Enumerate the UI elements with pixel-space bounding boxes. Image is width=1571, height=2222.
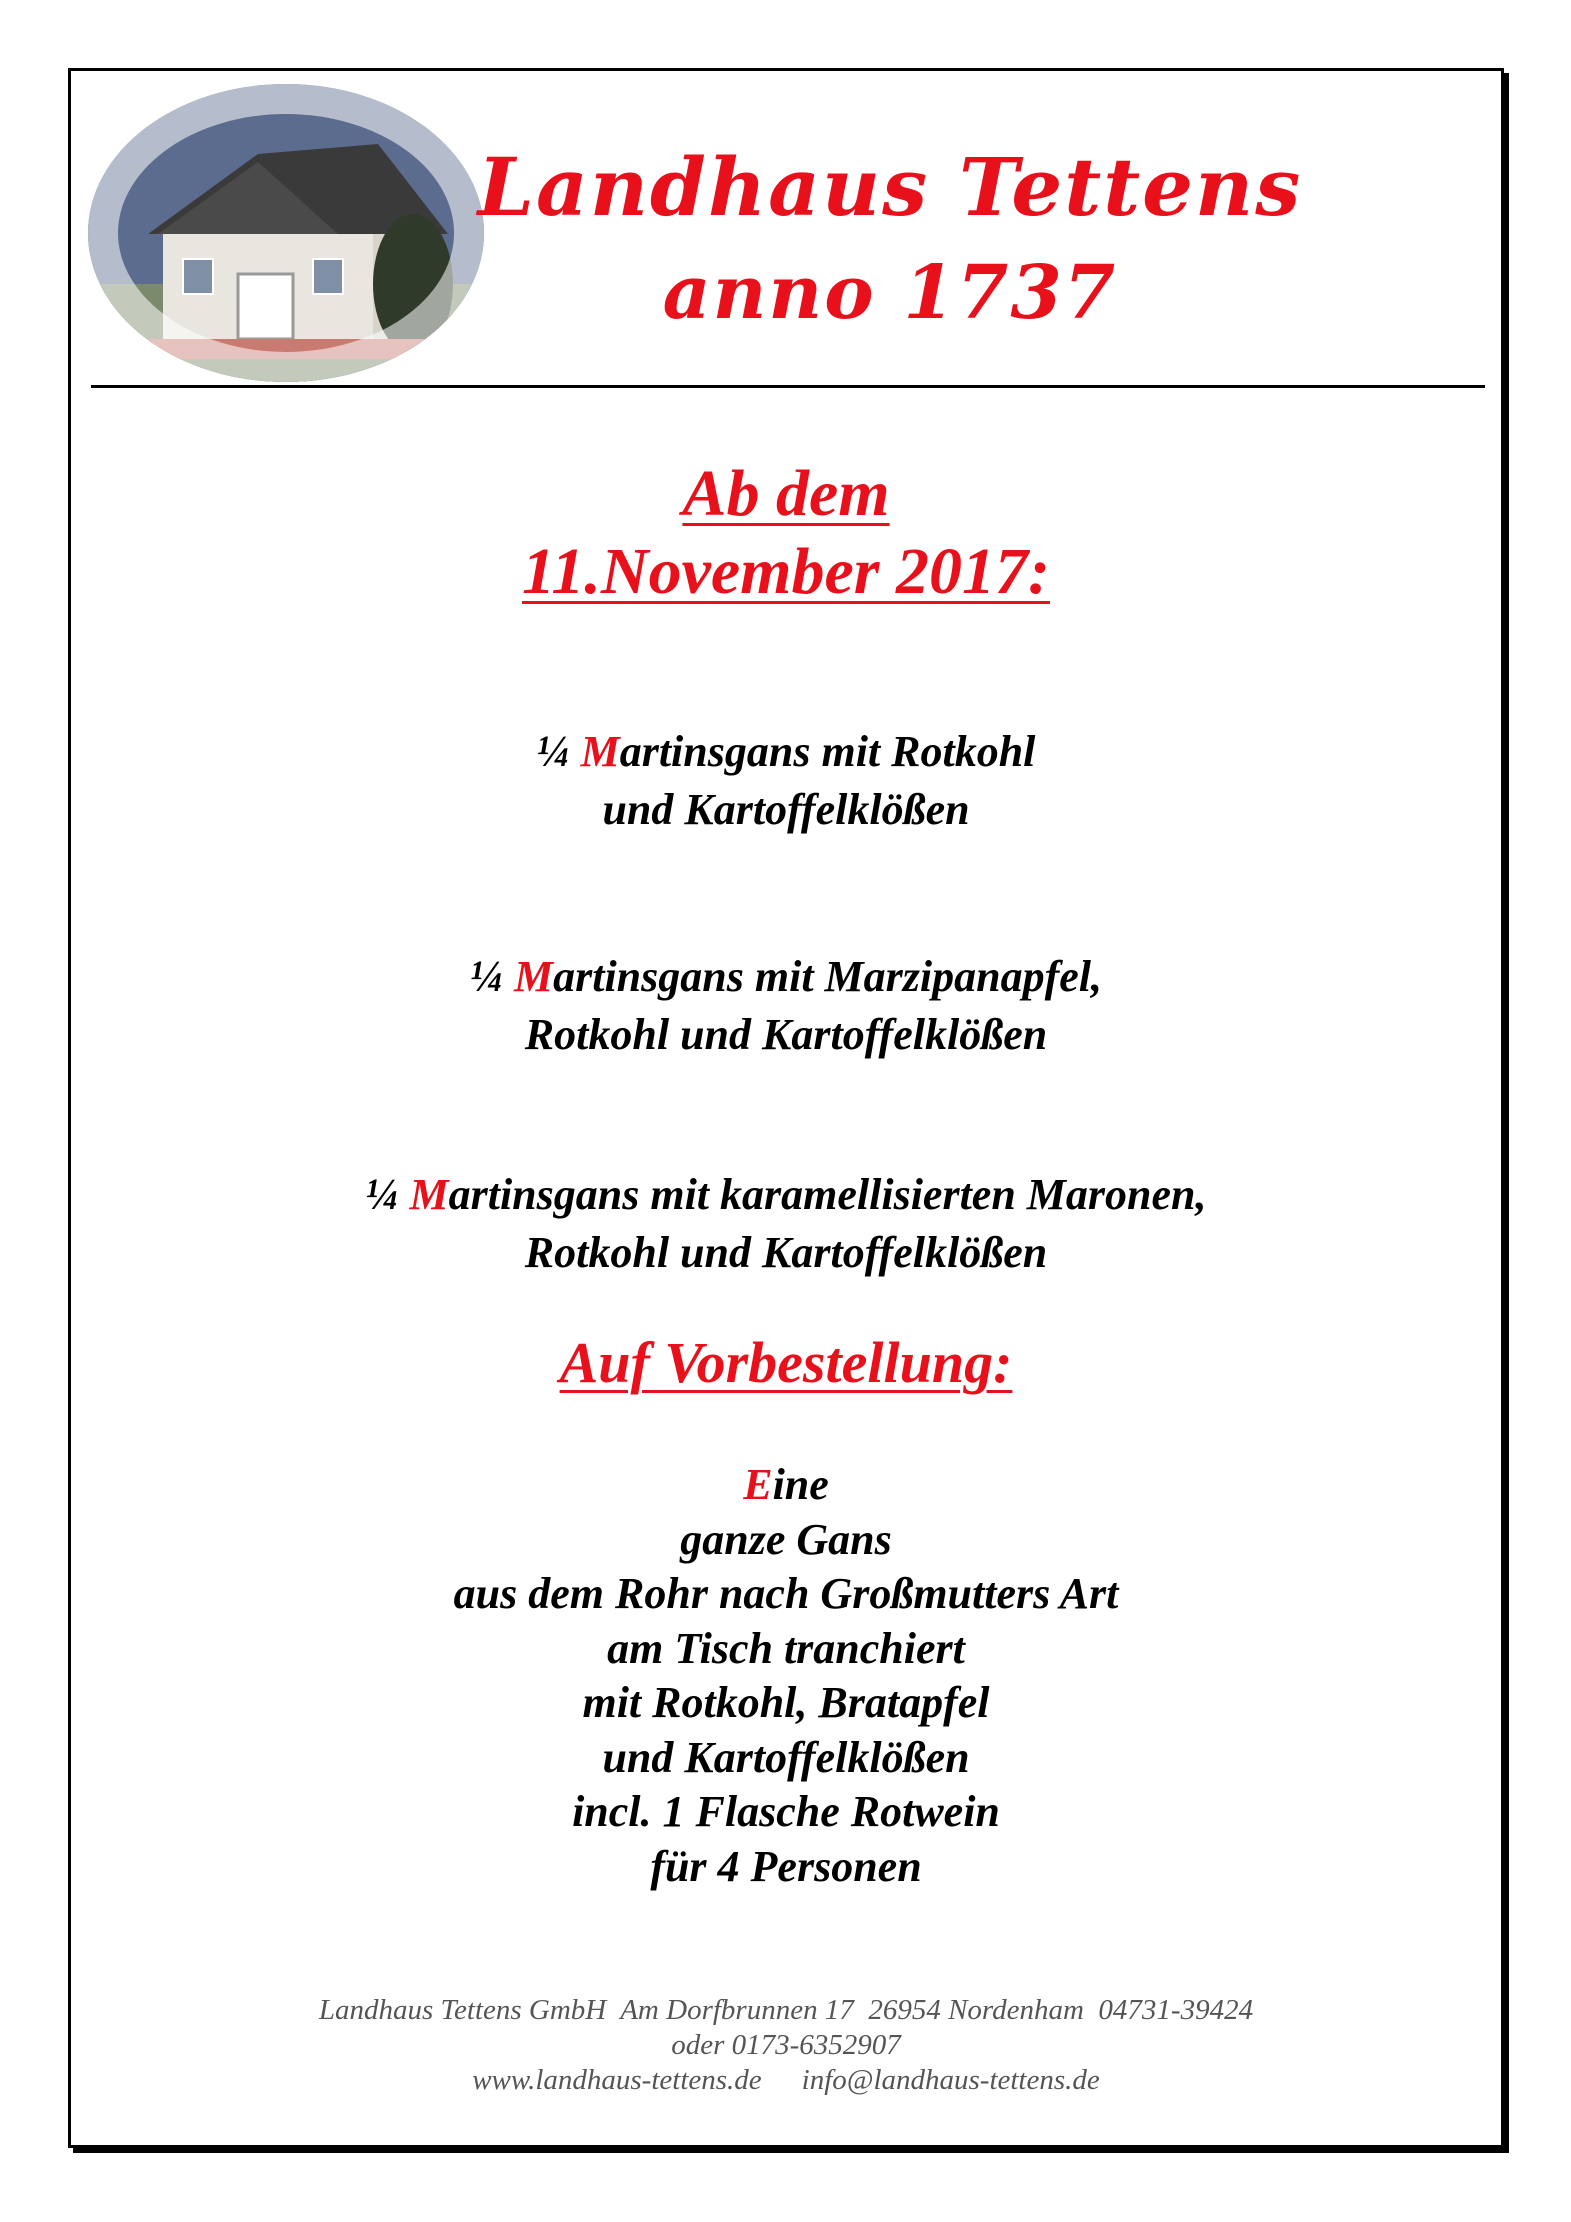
item-line2: Rotkohl und Kartoffelklößen — [524, 1010, 1048, 1059]
preorder-line: aus dem Rohr nach Großmutters Art — [453, 1569, 1119, 1618]
portion-label: ¼ — [365, 1170, 410, 1219]
date-heading-line2: 11.November 2017: — [522, 535, 1050, 608]
preorder-line: für 4 Personen — [650, 1841, 922, 1891]
preorder-description — [68, 1458, 1504, 1894]
date-heading-line1: Ab dem — [682, 457, 890, 530]
item-initial: M — [409, 1170, 449, 1219]
item-initial: M — [513, 952, 554, 1001]
item-initial: M — [580, 727, 620, 776]
preorder-line: ine — [772, 1460, 829, 1509]
preorder-line: am Tisch tranchiert — [607, 1623, 965, 1673]
preorder-initial: E — [743, 1460, 773, 1509]
email-link[interactable]: info@landhaus-tettens.de — [801, 2064, 1100, 2096]
restaurant-founded: anno 1737 — [662, 250, 1118, 336]
preorder-heading: Auf Vorbestellung: — [559, 1330, 1013, 1395]
address-line: Landhaus Tettens GmbH Am Dorfbrunnen 17 26954 Nordenham 04731-39424 — [318, 1994, 1254, 2026]
contact-footer — [68, 1993, 1504, 2098]
item-line1: artinsgans mit Rotkohl — [619, 727, 1036, 776]
website-link[interactable]: www.landhaus-tettens.de — [472, 2064, 762, 2096]
restaurant-title: Landhaus Tettens — [477, 140, 1303, 234]
item-line1: artinsgans mit karamellisierten Maronen, — [448, 1170, 1207, 1219]
menu-item — [68, 948, 1504, 1064]
item-line2: Rotkohl und Kartoffelklößen — [524, 1228, 1048, 1277]
header-divider — [91, 385, 1485, 388]
menu-item — [68, 1166, 1504, 1282]
preorder-line: ganze Gans — [680, 1514, 892, 1564]
item-line2: und Kartoffelklößen — [602, 785, 970, 834]
portion-label: ¼ — [469, 952, 514, 1001]
preorder-line: und Kartoffelklößen — [602, 1732, 970, 1782]
item-line1: artinsgans mit Marzipanapfel, — [553, 952, 1103, 1001]
menu-item — [68, 723, 1504, 839]
date-heading — [68, 455, 1504, 611]
portion-label: ¼ — [536, 727, 581, 776]
house-photo — [88, 84, 484, 382]
preorder-line: incl. 1 Flasche Rotwein — [572, 1787, 1000, 1836]
mobile-line: oder 0173-6352907 — [671, 2029, 901, 2061]
preorder-line: mit Rotkohl, Bratapfel — [582, 1678, 990, 1727]
